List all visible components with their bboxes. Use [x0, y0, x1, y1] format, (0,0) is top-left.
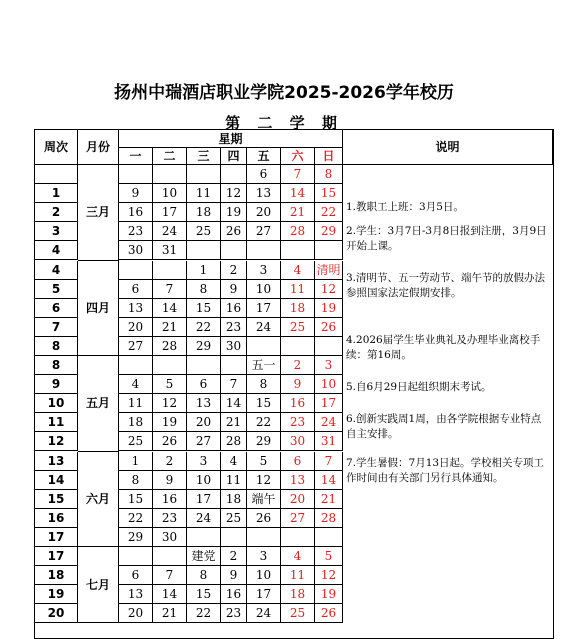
- week-number: 7: [35, 318, 78, 337]
- day-cell: 16: [281, 394, 315, 413]
- day-cell: 8: [315, 165, 343, 184]
- day-cell: 14: [315, 471, 343, 490]
- day-cell: 17: [247, 299, 281, 318]
- day-cell: 27: [119, 337, 153, 356]
- day-cell: 1: [119, 452, 153, 471]
- day-cell: 19: [221, 203, 247, 222]
- day-cell: 2: [281, 356, 315, 375]
- day-cell: [221, 165, 247, 184]
- day-cell: 6: [247, 165, 281, 184]
- week-number: 14: [35, 471, 78, 490]
- day-cell: 12: [153, 394, 187, 413]
- day-cell: 28: [153, 337, 187, 356]
- day-cell: [119, 165, 153, 184]
- day-cell: 16: [153, 490, 187, 509]
- day-cell: 11: [119, 394, 153, 413]
- month-label: 四月: [78, 261, 119, 357]
- day-cell: 2: [221, 547, 247, 566]
- day-cell: 26: [153, 432, 187, 451]
- day-cell: 24: [315, 413, 343, 432]
- week-number: 15: [35, 490, 78, 509]
- day-cell: 23: [221, 604, 247, 623]
- day-cell: 26: [221, 222, 247, 241]
- week-number: 5: [35, 280, 78, 299]
- day-cell: [315, 528, 343, 547]
- day-cell: [153, 547, 187, 566]
- day-cell: [315, 241, 343, 260]
- day-cell: 13: [187, 394, 221, 413]
- day-cell: 26: [315, 318, 343, 337]
- day-cell: 17: [187, 490, 221, 509]
- notes-panel: [343, 165, 553, 623]
- day-cell: 20: [281, 490, 315, 509]
- day-cell: 30: [281, 432, 315, 451]
- note-item: 6.创新实践周1周，由各学院根据专业特点自主安排。: [346, 413, 542, 440]
- day-cell: 11: [281, 280, 315, 299]
- day-cell: 28: [315, 509, 343, 528]
- day-cell: 18: [119, 413, 153, 432]
- weekday-header: 六: [281, 148, 315, 165]
- day-cell: 7: [153, 566, 187, 585]
- day-cell: 25: [281, 318, 315, 337]
- week-number: 16: [35, 509, 78, 528]
- weekday-header: 二: [153, 148, 187, 165]
- day-cell: [281, 337, 315, 356]
- day-cell: 30: [153, 528, 187, 547]
- day-cell: 5: [315, 547, 343, 566]
- day-cell: 14: [281, 184, 315, 203]
- day-cell: 21: [153, 318, 187, 337]
- day-cell: 14: [153, 299, 187, 318]
- day-cell: 25: [281, 604, 315, 623]
- day-cell: [247, 241, 281, 260]
- day-cell: 19: [315, 299, 343, 318]
- day-cell: [187, 528, 221, 547]
- day-cell: 15: [119, 490, 153, 509]
- week-number: 8: [35, 356, 78, 375]
- day-cell: 13: [119, 299, 153, 318]
- day-cell: 3: [315, 356, 343, 375]
- week-number: 12: [35, 432, 78, 451]
- week-number: 1: [35, 184, 78, 203]
- day-cell: [247, 528, 281, 547]
- day-cell: 5: [153, 375, 187, 394]
- week-header: 周次: [35, 130, 78, 165]
- week-number: 8: [35, 337, 78, 356]
- day-cell: [119, 261, 153, 280]
- day-cell: 11: [187, 184, 221, 203]
- day-cell: 22: [247, 413, 281, 432]
- day-cell: 22: [119, 509, 153, 528]
- day-cell: 21: [315, 490, 343, 509]
- day-cell: 3: [247, 547, 281, 566]
- week-number: 10: [35, 394, 78, 413]
- day-cell: 9: [221, 566, 247, 585]
- week-number: 13: [35, 452, 78, 471]
- weekday-group-header: 星期: [119, 130, 343, 148]
- day-cell: [187, 356, 221, 375]
- day-cell: 16: [221, 585, 247, 604]
- day-cell: 28: [281, 222, 315, 241]
- day-cell: [187, 165, 221, 184]
- day-cell: 4: [221, 452, 247, 471]
- week-number: 9: [35, 375, 78, 394]
- weekday-header: 四: [221, 148, 247, 165]
- month-label: 七月: [78, 547, 119, 623]
- day-cell: 17: [315, 394, 343, 413]
- day-cell: 3: [247, 261, 281, 280]
- day-cell: 6: [119, 566, 153, 585]
- day-cell: 20: [187, 413, 221, 432]
- day-cell: 24: [187, 509, 221, 528]
- note-item: 1.教职工上班：3月5日。: [346, 201, 464, 213]
- day-cell: 9: [221, 280, 247, 299]
- day-cell: 建党: [187, 547, 221, 566]
- day-cell: 15: [315, 184, 343, 203]
- calendar-title: 扬州中瑞酒店职业学院2025-2026学年校历: [114, 83, 454, 103]
- day-cell: 31: [153, 241, 187, 260]
- day-cell: 19: [153, 413, 187, 432]
- week-number: 3: [35, 222, 78, 241]
- week-number: 4: [35, 241, 78, 260]
- weekday-header: 三: [187, 148, 221, 165]
- day-cell: 9: [153, 471, 187, 490]
- day-cell: 13: [247, 184, 281, 203]
- day-cell: 11: [221, 471, 247, 490]
- day-cell: 4: [281, 261, 315, 280]
- day-cell: 29: [247, 432, 281, 451]
- notes-header: 说明: [343, 130, 553, 165]
- day-cell: 12: [315, 566, 343, 585]
- day-cell: 12: [315, 280, 343, 299]
- day-cell: 12: [247, 471, 281, 490]
- day-cell: 23: [119, 222, 153, 241]
- note-item: 7.学生暑假：7月13日起。学校相关专项工作时间由有关部门另行具体通知。: [346, 457, 545, 484]
- day-cell: 18: [281, 585, 315, 604]
- day-cell: 4: [281, 547, 315, 566]
- day-cell: 18: [221, 490, 247, 509]
- week-number: 6: [35, 299, 78, 318]
- day-cell: [187, 241, 221, 260]
- weekday-header: 日: [315, 148, 343, 165]
- day-cell: 12: [221, 184, 247, 203]
- day-cell: 10: [247, 566, 281, 585]
- day-cell: 8: [187, 566, 221, 585]
- day-cell: 14: [153, 585, 187, 604]
- day-cell: 2: [153, 452, 187, 471]
- week-number: 4: [35, 261, 78, 280]
- day-cell: 24: [247, 318, 281, 337]
- week-number: 19: [35, 585, 78, 604]
- day-cell: 20: [247, 203, 281, 222]
- weekday-header: 五: [247, 148, 281, 165]
- week-number: [35, 165, 78, 184]
- day-cell: [281, 241, 315, 260]
- day-cell: 30: [221, 337, 247, 356]
- month-label: 三月: [78, 165, 119, 261]
- day-cell: 6: [281, 452, 315, 471]
- note-item: 3.清明节、五一劳动节、端午节的放假办法参照国家法定假期安排。: [346, 272, 546, 299]
- day-cell: 10: [187, 471, 221, 490]
- day-cell: 23: [221, 318, 247, 337]
- day-cell: [153, 165, 187, 184]
- day-cell: 29: [119, 528, 153, 547]
- week-number: 17: [35, 528, 78, 547]
- day-cell: 17: [247, 585, 281, 604]
- day-cell: 清明: [315, 261, 343, 280]
- day-cell: 29: [315, 222, 343, 241]
- day-cell: 24: [247, 604, 281, 623]
- day-cell: 23: [281, 413, 315, 432]
- day-cell: 1: [187, 261, 221, 280]
- day-cell: [315, 337, 343, 356]
- month-label: 六月: [78, 452, 119, 548]
- week-number: 18: [35, 566, 78, 585]
- note-item: 2.学生：3月7日-3月8日报到注册，3月9日开始上课。: [346, 225, 547, 252]
- day-cell: 18: [187, 203, 221, 222]
- day-cell: 7: [281, 165, 315, 184]
- day-cell: 10: [315, 375, 343, 394]
- day-cell: 25: [221, 509, 247, 528]
- day-cell: [119, 356, 153, 375]
- week-number: 2: [35, 203, 78, 222]
- day-cell: 21: [281, 203, 315, 222]
- day-cell: 7: [221, 375, 247, 394]
- day-cell: 25: [119, 432, 153, 451]
- day-cell: 20: [119, 604, 153, 623]
- day-cell: 15: [247, 394, 281, 413]
- day-cell: 19: [315, 585, 343, 604]
- month-label: 五月: [78, 356, 119, 452]
- day-cell: 五一: [247, 356, 281, 375]
- note-item: 4.2026届学生毕业典礼及办理毕业离校手续：第16周。: [346, 334, 541, 361]
- day-cell: [247, 337, 281, 356]
- day-cell: 10: [153, 184, 187, 203]
- day-cell: 27: [187, 432, 221, 451]
- day-cell: 25: [187, 222, 221, 241]
- day-cell: 24: [153, 222, 187, 241]
- day-cell: 23: [153, 509, 187, 528]
- day-cell: 21: [221, 413, 247, 432]
- day-cell: 13: [281, 471, 315, 490]
- day-cell: 18: [281, 299, 315, 318]
- day-cell: 5: [247, 452, 281, 471]
- day-cell: 28: [221, 432, 247, 451]
- day-cell: 30: [119, 241, 153, 260]
- day-cell: 20: [119, 318, 153, 337]
- day-cell: 9: [119, 184, 153, 203]
- day-cell: [153, 356, 187, 375]
- week-number: 20: [35, 604, 78, 623]
- day-cell: 6: [187, 375, 221, 394]
- day-cell: [221, 528, 247, 547]
- month-header: 月份: [78, 130, 119, 165]
- day-cell: 17: [153, 203, 187, 222]
- day-cell: 22: [315, 203, 343, 222]
- day-cell: 16: [221, 299, 247, 318]
- day-cell: 3: [187, 452, 221, 471]
- semester-subtitle: 第 二 学 期: [225, 114, 343, 132]
- day-cell: 16: [119, 203, 153, 222]
- weekday-header: 一: [119, 148, 153, 165]
- day-cell: [153, 261, 187, 280]
- day-cell: 15: [187, 299, 221, 318]
- day-cell: 13: [119, 585, 153, 604]
- day-cell: 26: [247, 509, 281, 528]
- day-cell: 26: [315, 604, 343, 623]
- day-cell: 22: [187, 604, 221, 623]
- week-number: 11: [35, 413, 78, 432]
- day-cell: 2: [221, 261, 247, 280]
- day-cell: 10: [247, 280, 281, 299]
- calendar-table: [35, 130, 553, 630]
- note-item: 5.自6月29日起组织期末考试。: [346, 381, 492, 393]
- day-cell: 8: [119, 471, 153, 490]
- day-cell: 22: [187, 318, 221, 337]
- day-cell: 7: [153, 280, 187, 299]
- day-cell: [119, 547, 153, 566]
- day-cell: 15: [187, 585, 221, 604]
- day-cell: 端午: [247, 490, 281, 509]
- day-cell: 8: [247, 375, 281, 394]
- day-cell: 21: [153, 604, 187, 623]
- day-cell: 27: [247, 222, 281, 241]
- day-cell: [221, 356, 247, 375]
- day-cell: 11: [281, 566, 315, 585]
- day-cell: 4: [119, 375, 153, 394]
- day-cell: 8: [187, 280, 221, 299]
- day-cell: 9: [281, 375, 315, 394]
- week-number: 17: [35, 547, 78, 566]
- day-cell: 29: [187, 337, 221, 356]
- day-cell: 7: [315, 452, 343, 471]
- day-cell: 14: [221, 394, 247, 413]
- day-cell: [221, 241, 247, 260]
- day-cell: 27: [281, 509, 315, 528]
- day-cell: 31: [315, 432, 343, 451]
- day-cell: [281, 528, 315, 547]
- day-cell: 6: [119, 280, 153, 299]
